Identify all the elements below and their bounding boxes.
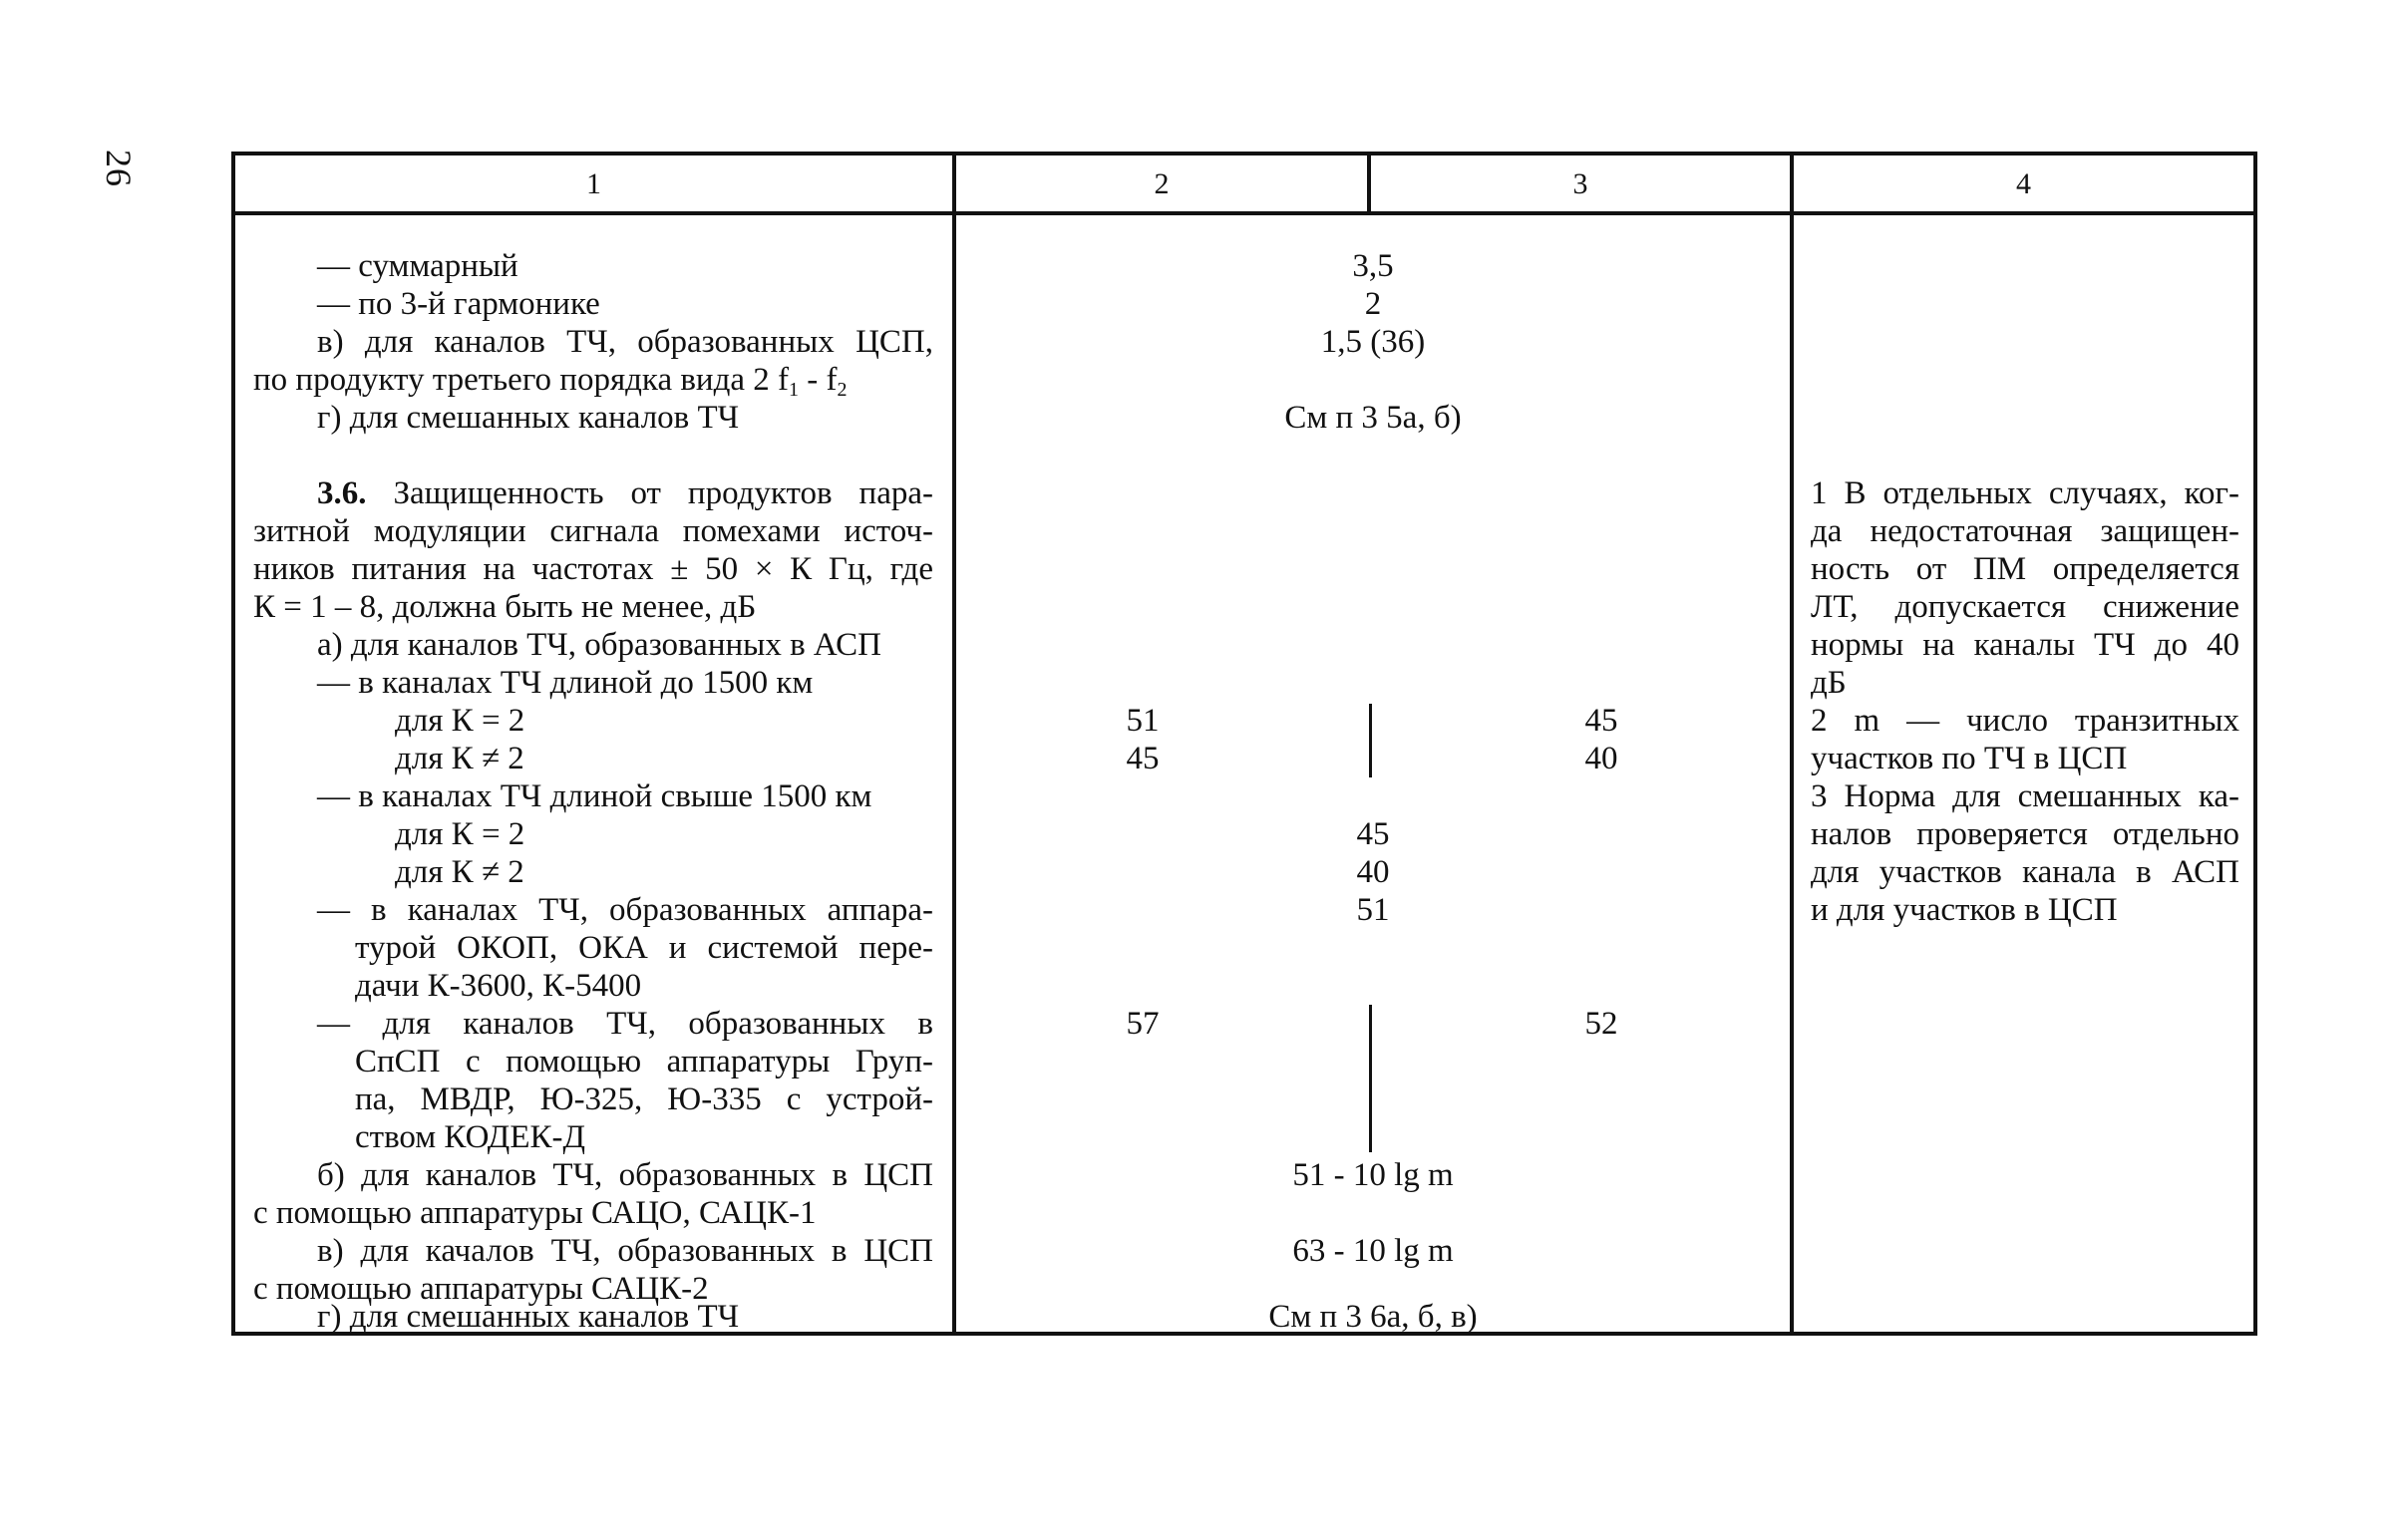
row-k-eq-2: для К = 2: [395, 703, 525, 739]
row-a-asp: а) для каналов ТЧ, образованных в АСП: [317, 627, 881, 663]
section-3-6-line-4: К = 1 – 8, должна быть не менее, дБ: [253, 589, 757, 625]
value-spsp-col3: 52: [1584, 1006, 1618, 1042]
row-3rd-harmonic: — по 3-й гармонике: [317, 286, 600, 322]
value-k2-col3: 45: [1584, 703, 1618, 739]
section-3-6-text: Защищенность от продуктов пара-: [393, 475, 934, 511]
row-spsp-line-1: — для каналов ТЧ, образованных в: [317, 1006, 933, 1042]
row-k-ne-2: для К ≠ 2: [395, 741, 524, 776]
product-sub-2: 2: [837, 379, 848, 401]
header-col-3: 3: [1572, 167, 1588, 200]
note-1-line-4: ЛТ, допускается снижение: [1811, 589, 2239, 625]
row-k-ne-2-b: для К ≠ 2: [395, 854, 524, 890]
product-text: по продукту третьего порядка вида 2 f: [253, 362, 790, 398]
value-g-final: См п 3 6а, б, в): [1268, 1299, 1478, 1335]
row-g-mixed: г) для смешанных каналов ТЧ: [317, 400, 740, 436]
value-separator-1: [1369, 704, 1372, 777]
note-1-line-1: 1 В отдельных случаях, ког-: [1811, 475, 2239, 511]
row-v-line-1: в) для качалов ТЧ, образованных в ЦСП: [317, 1233, 933, 1269]
note-2-line-1: 2 m — число транзитных: [1811, 703, 2239, 739]
row-a-over-1500: — в каналах ТЧ длиной свыше 1500 км: [317, 778, 872, 814]
row-v-line-2: с помощью аппаратуры САЦК-2: [253, 1271, 709, 1307]
header-col-1: 1: [586, 167, 601, 200]
row-okop-line-2: турой ОКОП, ОКА и системой пере-: [355, 930, 933, 966]
row-spsp-line-4: ством КОДЕК-Д: [355, 1119, 585, 1155]
note-1-line-6: дБ: [1811, 665, 1847, 701]
note-3-line-3: для участков канала в АСП: [1811, 854, 2239, 890]
value-g-mixed: См п 3 5а, б): [1284, 400, 1462, 436]
value-spsp-col2: 57: [1126, 1006, 1160, 1042]
row-okop-line-3: дачи К-3600, К-5400: [355, 968, 642, 1004]
value-okop: 51: [1356, 892, 1390, 928]
header-col-2: 2: [1154, 167, 1170, 200]
norms-table: [231, 152, 2257, 1336]
row-b-line-2: с помощью аппаратуры САЦО, САЦК-1: [253, 1195, 817, 1231]
page-number: 26: [99, 150, 139, 187]
note-3-line-1: 3 Норма для смешанных ка-: [1811, 778, 2239, 814]
value-k2-col2: 51: [1126, 703, 1160, 739]
value-kn2-col2: 45: [1126, 741, 1160, 776]
row-k-eq-2-b: для К = 2: [395, 816, 525, 852]
note-1-line-2: да недостаточная защищен-: [1811, 513, 2239, 549]
row-total: — суммарный: [317, 248, 518, 284]
value-v: 63 - 10 lg m: [1292, 1233, 1454, 1269]
note-2-line-2: участков по ТЧ в ЦСП: [1811, 741, 2128, 776]
row-okop-line-1: — в каналах ТЧ, образованных аппара-: [317, 892, 933, 928]
row-a-upto-1500: — в каналах ТЧ длиной до 1500 км: [317, 665, 814, 701]
section-3-6-line-1: [317, 474, 933, 512]
note-3-line-4: и для участков в ЦСП: [1811, 892, 2118, 928]
value-kn2-over-1500: 40: [1356, 854, 1390, 890]
product-text-2: - f: [799, 362, 838, 398]
value-v-tsp: 1,5 (36): [1320, 324, 1426, 360]
row-v-tsp-product: [253, 361, 848, 399]
note-1-line-5: нормы на каналы ТЧ до 40: [1811, 627, 2239, 663]
header-col-4: 4: [2016, 167, 2031, 200]
row-b-line-1: б) для каналов ТЧ, образованных в ЦСП: [317, 1157, 933, 1193]
value-k2-over-1500: 45: [1356, 816, 1390, 852]
row-spsp-line-2: СпСП с помощью аппаратуры Груп-: [355, 1044, 933, 1079]
section-3-6-line-3: ников питания на частотах ± 50 × К Гц, где: [253, 551, 933, 587]
product-sub-1: 1: [789, 379, 800, 401]
value-separator-2: [1369, 1005, 1372, 1152]
note-1-line-3: ность от ПМ определяется: [1811, 551, 2239, 587]
section-3-6-number: 3.6.: [317, 475, 367, 511]
value-3rd-harmonic: 2: [1364, 286, 1382, 322]
row-v-tsp: в) для каналов ТЧ, образованных ЦСП,: [317, 324, 933, 360]
note-3-line-2: налов проверяется отдельно: [1811, 816, 2239, 852]
row-g-final: г) для смешанных каналов ТЧ: [317, 1299, 740, 1335]
column-divider-3: [1790, 155, 1794, 1332]
value-kn2-col3: 40: [1584, 741, 1618, 776]
row-spsp-line-3: па, МВДР, Ю-325, Ю-335 с устрой-: [355, 1081, 933, 1117]
value-b: 51 - 10 lg m: [1292, 1157, 1454, 1193]
section-3-6-line-2: зитной модуляции сигнала помехами источ-: [253, 513, 933, 549]
value-total: 3,5: [1352, 248, 1394, 284]
